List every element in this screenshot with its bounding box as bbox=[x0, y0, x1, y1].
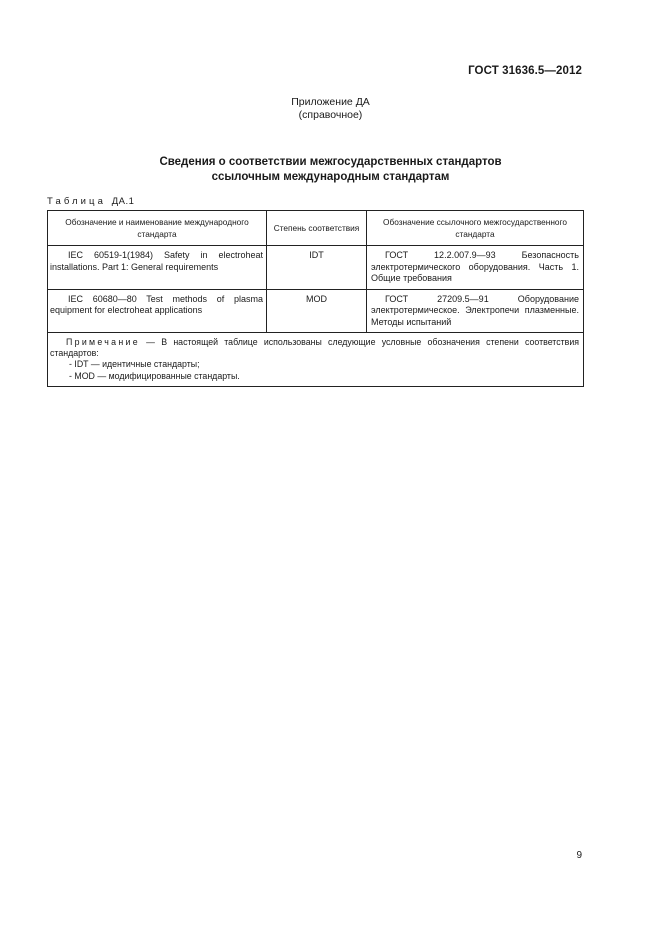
cell-interstate-standard: ГОСТ 27209.5—91 Оборудование электротермическое. Электропечи плазменные. Методы испытаний bbox=[367, 289, 584, 333]
table-caption-number: ДА.1 bbox=[111, 196, 135, 207]
column-header-degree: Степень соответствия bbox=[267, 211, 367, 246]
table-note-row bbox=[48, 333, 584, 387]
table-row bbox=[48, 246, 584, 290]
document-standard-number: ГОСТ 31636.5—2012 bbox=[468, 65, 582, 77]
section-heading-line-2: ссылочным международным стандартам bbox=[211, 171, 450, 183]
note-paragraph bbox=[50, 337, 579, 359]
table-row bbox=[48, 289, 584, 333]
annex-subtitle: (справочное) bbox=[298, 109, 363, 121]
cell-degree: IDT bbox=[267, 246, 367, 290]
table-header-row bbox=[48, 211, 584, 246]
annex-title: Приложение ДА bbox=[291, 96, 370, 108]
note-item-mod: - MOD — модифицированные стандарты. bbox=[69, 370, 240, 381]
section-heading-line-1: Сведения о соответствии межгосударственных стандартов bbox=[159, 156, 502, 168]
conformity-table bbox=[47, 210, 584, 387]
note-label: Примечание bbox=[66, 337, 140, 347]
table-note bbox=[48, 333, 584, 387]
note-item-idt: - IDT — идентичные стандарты; bbox=[69, 359, 200, 370]
cell-international-standard: IEC 60680—80 Test methods of plasma equipment for electroheat applications bbox=[48, 289, 267, 333]
cell-interstate-standard: ГОСТ 12.2.007.9—93 Безопасность электротермического оборудования. Часть 1. Общие требования bbox=[367, 246, 584, 290]
column-header-interstate: Обозначение ссылочного межгосударственного стандарта bbox=[367, 211, 584, 246]
column-header-international: Обозначение и наименование международного стандарта bbox=[48, 211, 267, 246]
page-number: 9 bbox=[576, 850, 582, 861]
cell-degree: MOD bbox=[267, 289, 367, 333]
note-body: — В настоящей таблице использованы следующие условные обозначения степени соответствия стандартов: bbox=[50, 337, 579, 359]
table-caption bbox=[47, 196, 134, 207]
cell-international-standard: IEC 60519-1(1984) Safety in electroheat installations. Part 1: General requirements bbox=[48, 246, 267, 290]
table-caption-word: Таблица bbox=[47, 196, 106, 207]
